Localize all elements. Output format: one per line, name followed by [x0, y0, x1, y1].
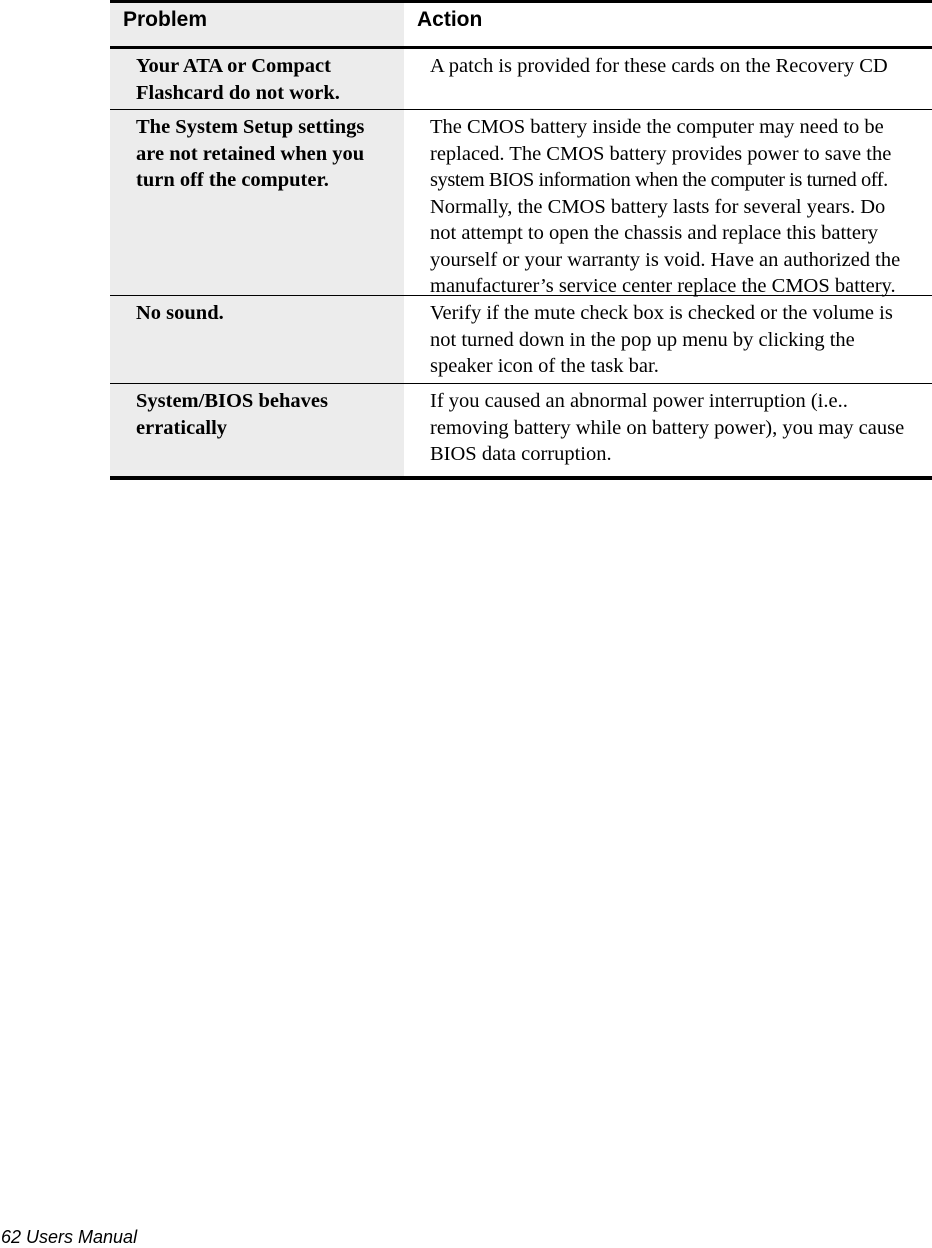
problem-cell	[110, 384, 404, 476]
header-action: Action	[417, 8, 483, 31]
problem-text: turn off the computer.	[136, 169, 329, 191]
table-row	[110, 296, 932, 384]
action-text: speaker icon of the task bar.	[430, 355, 659, 377]
troubleshooting-table	[110, 0, 932, 480]
action-cell	[404, 49, 932, 109]
problem-text: are not retained when you	[136, 142, 365, 165]
action-text: The CMOS battery inside the computer may need to be	[430, 116, 884, 138]
action-text: A patch is provided for these cards on the Recovery CD	[430, 55, 888, 77]
problem-cell	[110, 49, 404, 109]
table-row	[110, 384, 932, 476]
action-text: If you caused an abnormal power interruption (i.e..	[430, 390, 848, 412]
problem-text: Flashcard do not work.	[136, 81, 340, 104]
table-header	[110, 3, 932, 49]
action-cell	[404, 110, 932, 295]
action-cell	[404, 296, 932, 383]
action-text: Verify if the mute check box is checked or the volume is	[430, 302, 893, 324]
table-row	[110, 49, 932, 110]
problem-text: erratically	[136, 416, 228, 439]
problem-text: System/BIOS behaves	[136, 390, 328, 412]
action-text: removing battery while on battery power), you may cause	[430, 416, 905, 439]
action-text: system BIOS information when the computer is turned off.	[430, 169, 888, 191]
problem-text: No sound.	[136, 302, 224, 324]
table-row	[110, 110, 932, 296]
header-problem: Problem	[110, 3, 404, 46]
problem-cell	[110, 296, 404, 383]
action-text: not attempt to open the chassis and replace this battery	[430, 222, 879, 244]
action-text: BIOS data corruption.	[430, 443, 612, 465]
action-cell	[404, 384, 932, 476]
problem-text: The System Setup settings	[136, 116, 365, 138]
action-text: replaced. The CMOS battery provides power to save the	[430, 142, 892, 165]
problem-text: Your ATA or Compact	[136, 55, 331, 77]
action-text: not turned down in the pop up menu by clicking the	[430, 328, 855, 351]
problem-cell	[110, 110, 404, 295]
action-text: Normally, the CMOS battery lasts for several years. Do	[430, 195, 886, 218]
action-text: manufacturer’s service center replace the CMOS battery.	[430, 275, 896, 297]
action-text: yourself or your warranty is void. Have an authorized the	[430, 248, 901, 271]
page-footer: 62 Users Manual	[1, 1227, 138, 1247]
